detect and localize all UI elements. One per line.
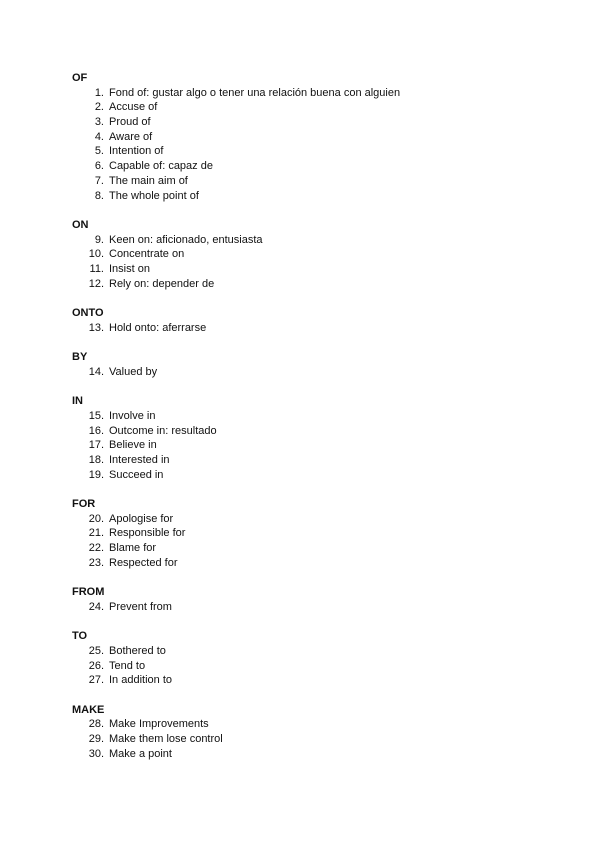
list-item bbox=[72, 174, 572, 189]
section-from bbox=[72, 585, 572, 614]
list-item-number: 11. bbox=[89, 262, 104, 275]
section-on bbox=[72, 218, 572, 291]
list-item bbox=[72, 86, 572, 101]
list-item-number: 16. bbox=[88, 424, 104, 437]
list-item-number: 8. bbox=[94, 189, 104, 202]
list-item-number: 23. bbox=[88, 556, 104, 569]
list-item-text: Outcome in: resultado bbox=[109, 424, 217, 437]
section-for bbox=[72, 497, 572, 570]
list-item-number: 1. bbox=[94, 86, 104, 99]
list-item bbox=[72, 189, 572, 204]
list-item-text: Apologise for bbox=[109, 512, 174, 525]
list-item-number: 18. bbox=[88, 453, 104, 466]
list-item-number: 2. bbox=[94, 101, 104, 114]
list-item-text: Fond of: gustar algo o tener una relación buena con alguien bbox=[109, 86, 401, 99]
list-item-text: Accuse of bbox=[109, 101, 158, 114]
list-item-text: Responsible for bbox=[109, 527, 186, 540]
list-item-text: Concentrate on bbox=[109, 248, 185, 261]
list-item-number: 24. bbox=[88, 600, 104, 613]
list-item bbox=[72, 438, 572, 453]
list-item-text: Bothered to bbox=[109, 644, 166, 657]
list-item bbox=[72, 262, 572, 277]
section-in bbox=[72, 394, 572, 482]
list-item-text: Intention of bbox=[109, 145, 164, 158]
section-of bbox=[72, 71, 572, 203]
list-item-number: 6. bbox=[94, 160, 104, 173]
list-item-text: Rely on: depender de bbox=[109, 277, 215, 290]
list-item-text: Make a point bbox=[109, 747, 172, 760]
list-item-number: 5. bbox=[94, 145, 104, 158]
list-item bbox=[72, 409, 572, 424]
list-item-text: Make Improvements bbox=[109, 718, 209, 731]
document-content bbox=[72, 71, 572, 776]
section-heading: MAKE bbox=[72, 703, 105, 716]
list-item-number: 4. bbox=[94, 130, 104, 143]
section-make bbox=[72, 703, 572, 762]
list-item-text: Interested in bbox=[109, 453, 170, 466]
list-item bbox=[72, 233, 572, 248]
list-item bbox=[72, 321, 572, 336]
list-item-text: Proud of bbox=[109, 116, 151, 129]
list-item-number: 22. bbox=[88, 542, 104, 554]
list-item-number: 9. bbox=[94, 233, 104, 246]
list-item-text: Keen on: aficionado, entusiasta bbox=[109, 233, 263, 246]
list-item bbox=[72, 247, 572, 262]
list-item bbox=[72, 365, 572, 380]
list-item bbox=[72, 556, 572, 571]
section-heading: ONTO bbox=[72, 307, 104, 319]
list-item bbox=[72, 277, 572, 292]
list-item-text: Blame for bbox=[109, 542, 157, 554]
section-heading: OF bbox=[72, 72, 88, 84]
list-item-text: Make them lose control bbox=[109, 732, 223, 745]
section-heading: TO bbox=[72, 630, 88, 643]
list-item-text: Aware of bbox=[109, 130, 153, 143]
list-item-number: 15. bbox=[88, 409, 104, 422]
list-item-number: 21. bbox=[88, 527, 104, 540]
list-item-number: 17. bbox=[88, 439, 104, 452]
list-item bbox=[72, 453, 572, 468]
section-by bbox=[72, 350, 572, 379]
section-heading: BY bbox=[72, 351, 88, 364]
list-item-number: 28. bbox=[88, 718, 104, 731]
list-item-text: The whole point of bbox=[109, 189, 199, 202]
list-item-number: 7. bbox=[94, 174, 104, 187]
list-item bbox=[72, 100, 572, 115]
section-heading: FROM bbox=[72, 586, 105, 599]
list-item bbox=[72, 468, 572, 483]
list-item bbox=[72, 541, 572, 556]
list-item bbox=[72, 659, 572, 674]
list-item-number: 25. bbox=[88, 644, 104, 657]
list-item-text: Hold onto: aferrarse bbox=[109, 321, 207, 334]
list-item bbox=[72, 673, 572, 688]
list-item bbox=[72, 644, 572, 659]
list-item bbox=[72, 159, 572, 174]
list-item bbox=[72, 144, 572, 159]
section-to bbox=[72, 629, 572, 688]
list-item-number: 13. bbox=[88, 321, 104, 334]
list-item bbox=[72, 600, 572, 615]
list-item bbox=[72, 526, 572, 541]
list-item-number: 12. bbox=[88, 277, 104, 290]
list-item-number: 3. bbox=[94, 116, 104, 129]
list-item-number: 19. bbox=[88, 468, 104, 481]
list-item-number: 29. bbox=[88, 732, 104, 745]
section-heading: ON bbox=[72, 218, 89, 231]
list-item-number: 14. bbox=[88, 365, 104, 378]
list-item-text: Prevent from bbox=[109, 600, 172, 613]
list-item-number: 27. bbox=[88, 674, 104, 687]
list-item bbox=[72, 512, 572, 527]
list-item-number: 30. bbox=[88, 747, 104, 760]
section-onto bbox=[72, 306, 572, 335]
list-item bbox=[72, 747, 572, 762]
list-item bbox=[72, 115, 572, 130]
list-item-text: The main aim of bbox=[109, 174, 188, 187]
list-item-text: Involve in bbox=[109, 409, 156, 422]
section-heading: IN bbox=[72, 395, 83, 408]
list-item-text: Believe in bbox=[109, 439, 157, 452]
list-item bbox=[72, 130, 572, 145]
list-item bbox=[72, 424, 572, 439]
section-heading: FOR bbox=[72, 497, 96, 510]
list-item bbox=[72, 732, 572, 747]
list-item-text: Insist on bbox=[109, 262, 150, 275]
list-item-text: Succeed in bbox=[109, 468, 164, 481]
list-item-text: Tend to bbox=[109, 659, 146, 672]
list-item-number: 10. bbox=[88, 248, 104, 261]
list-item-text: Capable of: capaz de bbox=[109, 160, 213, 173]
list-item-number: 26. bbox=[88, 659, 104, 672]
list-item-number: 20. bbox=[88, 512, 104, 525]
list-item-text: In addition to bbox=[109, 674, 172, 687]
list-item bbox=[72, 717, 572, 732]
list-item-text: Valued by bbox=[109, 365, 158, 378]
list-item-text: Respected for bbox=[109, 556, 178, 569]
